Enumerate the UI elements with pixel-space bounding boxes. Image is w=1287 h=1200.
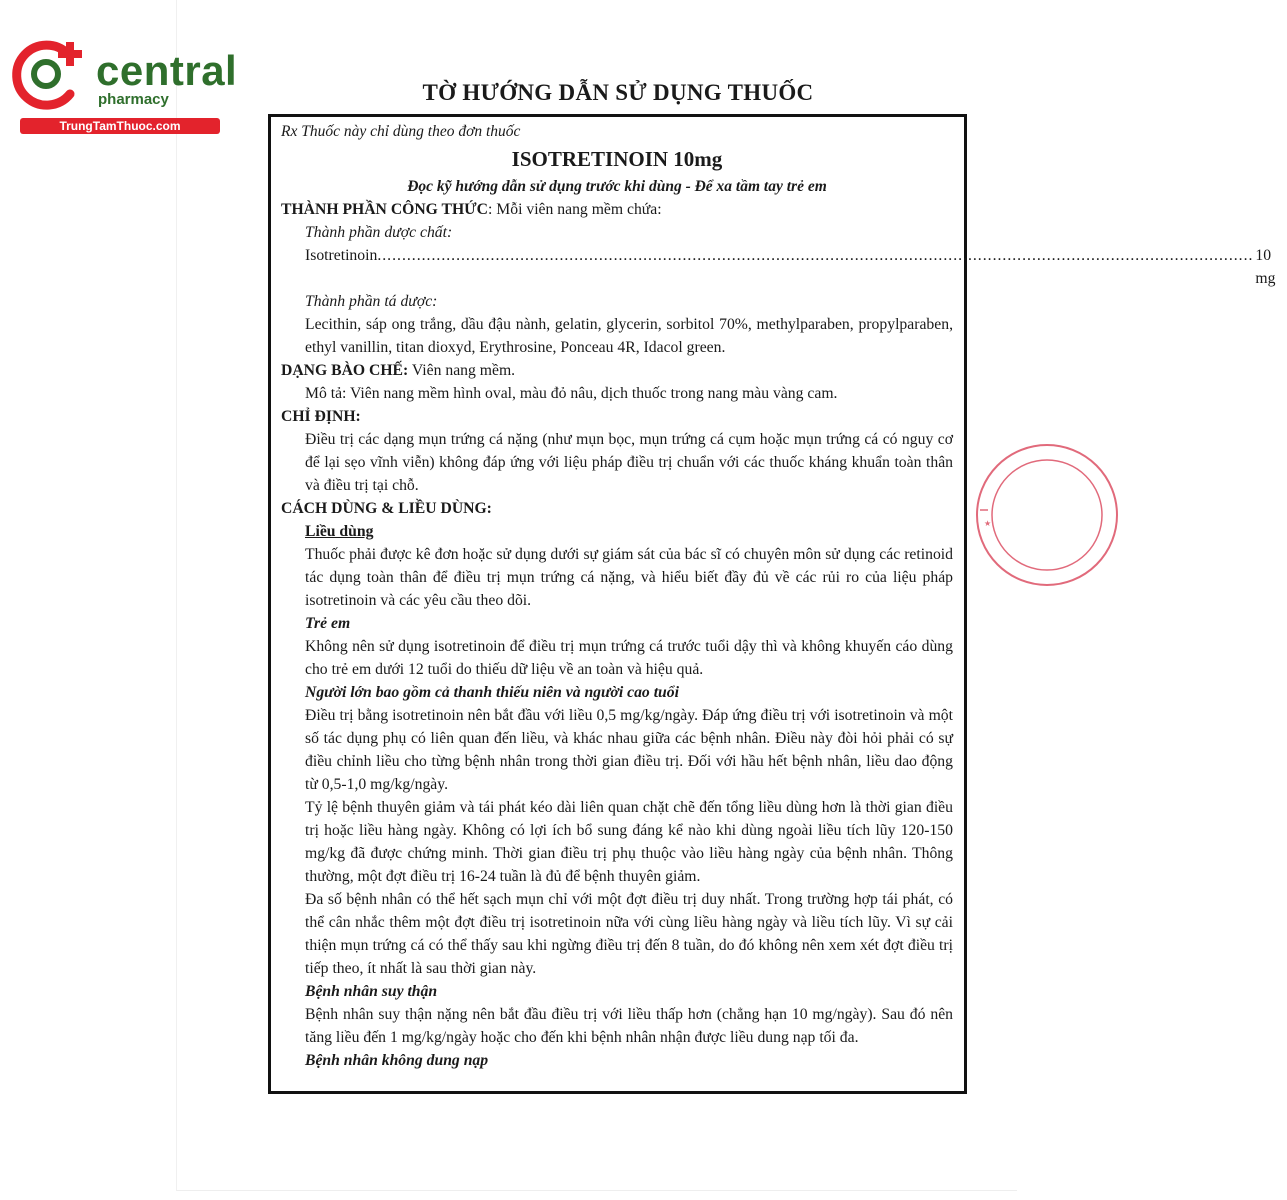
adults-heading: Người lớn bao gồm cả thanh thiếu niên và người cao tuổi xyxy=(305,684,679,701)
document-heading: TỜ HƯỚNG DẪN SỬ DỤNG THUỐC xyxy=(422,80,814,105)
renal-heading: Bệnh nhân suy thận xyxy=(305,983,438,1000)
renal-text: Bệnh nhân suy thận nặng nên bắt đầu điều trị với liều thấp hơn (chẳng hạn 10 mg/ngày). Sau đó nên tăng liều đến 1 mg/kg/ngày hoặc cho đến khi bệnh nhân nhận được liều dung nạp tối đa. xyxy=(305,1006,953,1046)
children-text: Không nên sử dụng isotretinoin để điều trị mụn trứng cá trước tuổi dậy thì và không khuyến cáo dùng cho trẻ em dưới 12 tuổi do thiếu dữ liệu về an toàn và hiệu quả. xyxy=(305,638,953,678)
composition-text: : Mỗi viên nang mềm chứa: xyxy=(488,201,662,218)
dot-leader: .................................................................................................................................................................................. xyxy=(377,247,1254,264)
excipient-label: Thành phần tá dược: xyxy=(305,293,438,310)
active-amount: 10 mg xyxy=(1255,247,1276,287)
svg-text:★: ★ xyxy=(984,519,992,528)
adults-paragraph-3: Đa số bệnh nhân có thể hết sạch mụn chỉ với một đợt điều trị duy nhất. Trong trường hợp tái phát, có thể cân nhắc thêm một đợt điều trị isotretinoin nữa với cùng liều hàng ngày và liều tích lũy. Vì sự cải thiện mụn trứng cá có thể thấy sau khi ngừng điều trị đến 8 tuần, do đó không nên xem xét đợt điều trị tiếp theo, ít nhất là sau thời gian này. xyxy=(305,891,953,977)
active-name: Isotretinoin xyxy=(305,247,378,264)
dosage-form-line xyxy=(281,359,953,382)
usage-heading: CÁCH DÙNG & LIỀU DÙNG: xyxy=(281,500,492,517)
leaflet-frame xyxy=(268,114,1276,1094)
composition-heading: THÀNH PHẦN CÔNG THỨC xyxy=(281,201,488,218)
dosage-form-description: Mô tả: Viên nang mềm hình oval, màu đỏ nâu, dịch thuốc trong nang màu vàng cam. xyxy=(305,385,838,402)
rx-note: Rx Thuốc này chỉ dùng theo đơn thuốc xyxy=(281,123,521,140)
central-pharmacy-logo[interactable] xyxy=(10,36,238,136)
active-label: Thành phần dược chất: xyxy=(305,224,453,241)
dosage-form-heading: DẠNG BÀO CHẾ: xyxy=(281,362,409,379)
leaflet-content xyxy=(281,120,1276,1072)
intolerant-heading: Bệnh nhân không dung nạp xyxy=(305,1052,489,1069)
company-stamp xyxy=(972,440,1032,590)
drug-subtitle: Đọc kỹ hướng dẫn sử dụng trước khi dùng - Để xa tầm tay trẻ em xyxy=(407,178,827,195)
drug-title: ISOTRETINOIN 10mg xyxy=(511,147,723,171)
brand-sub: pharmacy xyxy=(98,91,169,108)
composition-line xyxy=(281,198,953,221)
brand-name: central xyxy=(96,47,238,94)
dosage-form-text: Viên nang mềm. xyxy=(408,362,516,379)
dose-heading: Liều dùng xyxy=(305,523,374,540)
excipient-list: Lecithin, sáp ong trắng, dầu đậu nành, gelatin, glycerin, sorbitol 70%, methylparaben, propylparaben, ethyl vanillin, titan dioxyd, Erythrosine, Ponceau 4R, Idacol green. xyxy=(305,316,953,356)
brand-url[interactable]: TrungTamThuoc.com xyxy=(20,118,220,134)
indication-heading: CHỈ ĐỊNH: xyxy=(281,408,361,425)
active-ingredient-row xyxy=(281,244,1276,290)
children-heading: Trẻ em xyxy=(305,615,351,632)
pharmacy-cross-icon xyxy=(10,36,96,116)
indication-text: Điều trị các dạng mụn trứng cá nặng (như mụn bọc, mụn trứng cá cụm hoặc mụn trứng cá có nguy cơ để lại sẹo vĩnh viễn) không đáp ứng với liệu pháp điều trị chuẩn với các thuốc kháng khuẩn toàn thân và điều trị tại chỗ. xyxy=(305,431,953,494)
adults-paragraph-2: Tỷ lệ bệnh thuyên giảm và tái phát kéo dài liên quan chặt chẽ đến tổng liều dùng hơn là thời gian điều trị hoặc liều hàng ngày. Không có lợi ích bổ sung đáng kể nào khi dùng ngoài liều tích lũy 120-150 mg/kg đã được chứng minh. Thời gian điều trị phụ thuộc vào liều hàng ngày của bệnh nhân. Thông thường, một đợt điều trị 16-24 tuần là đủ để bệnh thuyên giảm. xyxy=(305,799,953,885)
dose-text: Thuốc phải được kê đơn hoặc sử dụng dưới sự giám sát của bác sĩ có chuyên môn sử dụng các retinoid tác dụng toàn thân để điều trị mụn trứng cá nặng, và hiểu biết đầy đủ về các rủi ro của liệu pháp isotretinoin và các yêu cầu theo dõi. xyxy=(305,546,953,609)
adults-paragraph-1: Điều trị bằng isotretinoin nên bắt đầu với liều 0,5 mg/kg/ngày. Đáp ứng điều trị với isotretinoin và một số tác dụng phụ có liên quan đến liều, và khác nhau giữa các bệnh nhân. Điều này đòi hỏi phải có sự điều chỉnh liều cho từng bệnh nhân trong thời gian điều trị. Đối với hầu hết bệnh nhân, liều dao động từ 0,5-1,0 mg/kg/ngày. xyxy=(305,707,953,793)
